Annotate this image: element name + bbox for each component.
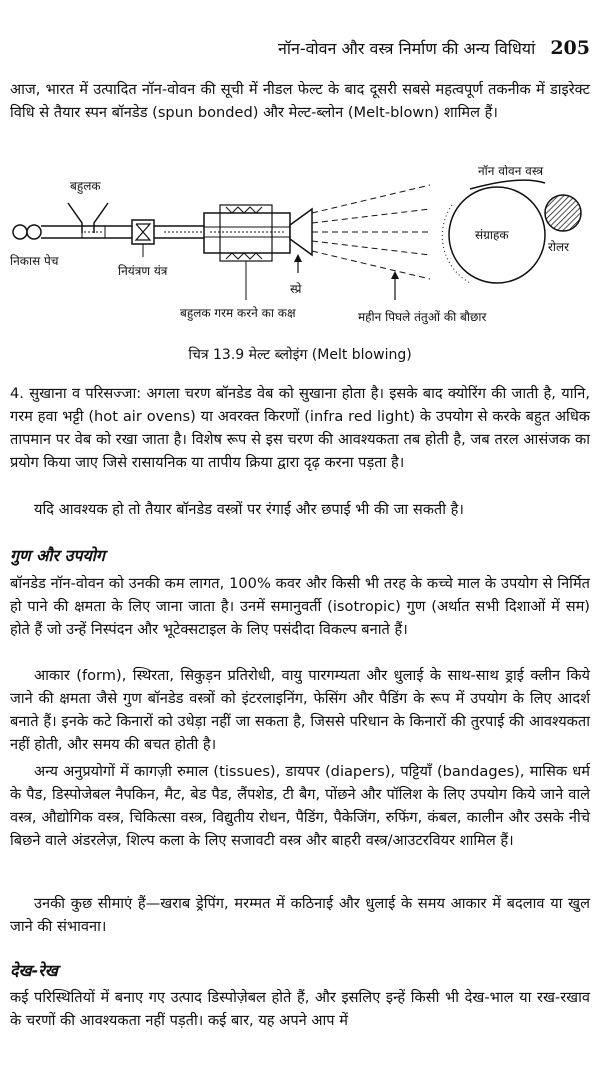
page-number: 205	[550, 37, 590, 59]
label-heating-chamber: बहुलक गरम करने का कक्ष	[180, 306, 296, 320]
label-polymer: बहुलक	[70, 179, 101, 193]
running-header	[0, 38, 590, 59]
label-roller: रोलर	[548, 240, 570, 254]
properties-paragraph-4: उनकी कुछ सीमाएं हैं—खराब ड्रेपिंग, मरम्मत में कठिनाई और धुलाई के समय आकार में बदलाव या खुल जाने की संभावना।	[10, 895, 590, 935]
label-control-unit: नियंत्रण यंत्र	[118, 264, 168, 278]
melt-blowing-diagram	[0, 165, 600, 335]
label-fine-fiber-spray: महीन पिघले तंतुओं की बौछार	[358, 310, 487, 324]
intro-paragraph: आज, भारत में उत्पादित नॉन-वोवन की सूची में नीडल फेल्ट के बाद दूसरी सबसे महत्वपूर्ण तकनीक में डाइरेक्ट विधि से तैयार स्पन बॉनडेड (spun bonded) और मेल्ट-ब्लोन (Melt-blown) शामिल हैं।	[10, 81, 590, 121]
label-collector: संग्राहक	[475, 228, 509, 242]
figure-caption: चित्र 13.9 मेल्ट ब्लोइंग (Melt blowing)	[188, 347, 412, 363]
label-nozzle: स्प्रे	[290, 282, 302, 296]
properties-paragraph-3: अन्य अनुप्रयोगों में कागज़ी रुमाल (tissues), डायपर (diapers), पट्टियाँ (bandages), मासिक धर्म के पैड, डिस्पोजेबल नैपकिन, मैट, बेड पैड, लैंपशेड, टी बैग, पोंछने और पॉलिश के लिए उपयोग किये जाने वाले वस्त्र, औद्योगिक वस्त्र, चिकित्सा वस्त्र, विद्युतीय रोधन, पैडिंग, पैकेजिंग, रुफिंग, कंबल, कालीन और उसके नीचे बिछने वाले अंडरलेज़, शिल्प कला के लिए सजावटी वस्त्र और बाहरी वस्त्र/आउटरवियर शामिल हैं।	[10, 763, 590, 849]
drying-paragraph: 4. सुखाना व परिसज्जा: अगला चरण बॉनडेड वेब को सुखाना होता है। इसके बाद क्योरिंग की जाती है, यानि, गरम हवा भट्टी (hot air ovens) या अवरक्त किरणों (infra red light) के उपयोग से करके बहुत अधिक तापमान पर वेब को रखा जाता है। विशेष रूप से इस चरण की आवश्यकता तब होती है, जब तरल आसंजक का प्रयोग किया जाए जिसे रासायनिक या तापीय क्रिया द्वारा दृढ़ करना पड़ता है।	[10, 385, 590, 471]
chapter-title: नॉन-वोवन और वस्त्र निर्माण की अन्य विधियां	[277, 39, 536, 58]
label-nonwoven-fabric: नॉन वोवन वस्त्र	[478, 165, 544, 178]
label-extruder-screw: निकास पेच	[10, 254, 59, 268]
properties-paragraph-1: बॉनडेड नॉन-वोवन को उनकी कम लागत, 100% कवर और किसी भी तरह के कच्चे माल के उपयोग से निर्मित हो पाने की क्षमता के लिए जाना जाता है। उनमें समानुवर्ती (isotropic) गुण (अर्थात सभी दिशाओं में सम) होते हैं जो उन्हें निस्पंदन और भूटेक्सटाइल के लिए पसंदीदा विकल्प बनाते हैं।	[10, 575, 590, 638]
care-heading: देख-रेख	[10, 961, 58, 980]
properties-heading: गुण और उपयोग	[10, 546, 105, 565]
care-paragraph: कई परिस्थितियों में बनाए गए उत्पाद डिस्पोज़ेबल होते हैं, और इसलिए इन्हें किसी भी देख-भाल या रख-रखाव के चरणों की आवश्यकता नहीं पड़ती। कई बार, यह अपने आप में	[10, 989, 590, 1029]
properties-paragraph-2: आकार (form), स्थिरता, सिकुड़न प्रतिरोधी, वायु पारगम्यता और धुलाई के साथ-साथ ड्राई क्लीन किये जाने की क्षमता जैसे गुण बॉनडेड वस्त्रों को इंटरलाइनिंग, फेसिंग और पैडिंग के रूप में उपयोग के लिए आदर्श बनाते हैं। इनके कटे किनारों को उधेड़ा नहीं जा सकता है, जिससे परिधान के किनारों की तुरपाई की आवश्यकता नहीं होती, और समय की बचत होती है।	[10, 667, 590, 753]
dyeing-paragraph: यदि आवश्यक हो तो तैयार बॉनडेड वस्त्रों पर रंगाई और छपाई भी की जा सकती है।	[34, 501, 464, 518]
